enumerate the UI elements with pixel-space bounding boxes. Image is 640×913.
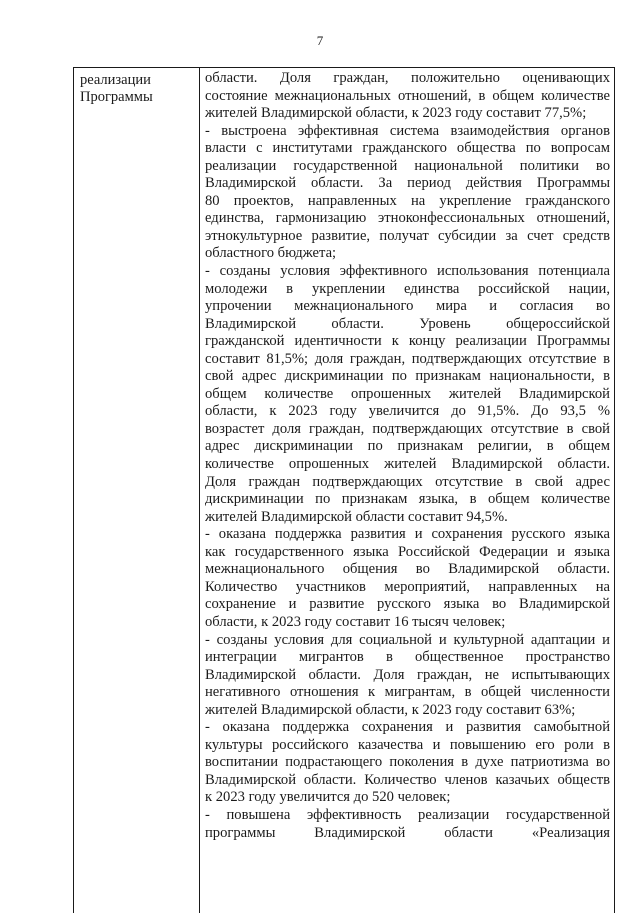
content-line: свой адрес дискриминации по признакам национальности, в (205, 368, 610, 385)
content-line: - оказана поддержка развития и сохранения русского языка (205, 526, 610, 543)
content-line: программы Владимирской области «Реализация (205, 824, 610, 841)
row-label-cell (74, 68, 200, 913)
row-content-cell (200, 68, 614, 913)
content-line: воспитании подрастающего поколения в духе патриотизма во (205, 754, 610, 771)
content-line: области. Доля граждан, положительно оценивающих (205, 70, 610, 86)
content-line: - оказана поддержка сохранения и развития самобытной (205, 719, 610, 736)
content-line: количестве опрошенных жителей Владимирской области. (205, 456, 610, 473)
content-line: области, к 2023 году увеличится до 91,5%. До 93,5 % (205, 403, 610, 420)
content-line: культуры российского казачества и повышению его роли в (205, 736, 610, 753)
content-line: - созданы условия эффективного использования потенциала (205, 263, 610, 280)
content-line: Владимирской области. За период действия Программы (205, 175, 610, 192)
content-line: состояние межнациональных отношений, в общем количестве (205, 87, 610, 104)
content-line: жителей Владимирской области составит 94,5%. (205, 508, 508, 525)
content-line: общем количестве опрошенных жителей Владимирской (205, 385, 610, 402)
content-line: межнационального общения во Владимирской области. (205, 561, 610, 578)
content-line: - созданы условия для социальной и культурной адаптации и (205, 631, 610, 648)
row-label-line: реализации (80, 72, 151, 88)
content-line: Доля граждан подтверждающих отсутствие в свой адрес (205, 473, 610, 490)
content-line: этнокультурное развитие, получат субсидии за счет средств (205, 227, 610, 244)
content-line: реализации государственной национальной политики во (205, 157, 610, 174)
content-line: как государственного языка Российской Федерации и языка (205, 543, 610, 560)
row-label-line: Программы (80, 89, 153, 105)
program-passport-table (73, 67, 615, 913)
content-line: сохранение и развитие русского языка во Владимирской (205, 596, 610, 613)
content-line: гражданской идентичности к концу реализации Программы (205, 333, 610, 350)
content-line: Количество участников мероприятий, направленных на (205, 578, 610, 595)
content-line: единства, гармонизацию этноконфессиональных отношений, (205, 210, 610, 227)
content-line: областного бюджета; (205, 245, 337, 262)
content-line: к 2023 году увеличится до 520 человек; (205, 789, 451, 806)
content-line: молодежи в укреплении единства российской нации, (205, 280, 610, 297)
content-line: возрастет доля граждан, подтверждающих отсутствие в свой (205, 420, 610, 437)
content-line: интеграции мигрантов в общественное пространство (205, 649, 610, 666)
content-line: - выстроена эффективная система взаимодействия органов (205, 122, 610, 139)
content-line: дискриминации по признакам языка, в общем количестве (205, 491, 610, 508)
content-line: области, к 2023 году составит 16 тысяч человек; (205, 613, 506, 630)
content-line: власти с институтами гражданского общества по вопросам (205, 140, 610, 157)
content-line: негативного отношения к мигрантам, в общей численности (205, 684, 610, 701)
content-line: составит 81,5%; доля граждан, подтверждающих отсутствие в (205, 350, 610, 367)
content-line: упрочении межнационального мира и согласия во (205, 298, 610, 315)
content-line: жителей Владимирской области, к 2023 году составит 77,5%; (205, 105, 587, 122)
content-line: - повышена эффективность реализации государственной (205, 806, 610, 823)
content-line: Владимирской области. Доля граждан, не испытывающих (205, 666, 610, 683)
content-line: Владимирской области. Количество членов казачьих обществ (205, 771, 610, 788)
page-number: 7 (316, 33, 324, 48)
content-line: 80 проектов, направленных на укрепление гражданского (205, 192, 610, 209)
content-line: Владимирской области. Уровень общероссийской (205, 315, 610, 332)
content-line: адрес дискриминации по признакам религии, в общем (205, 438, 610, 455)
content-line: жителей Владимирской области, к 2023 году составит 63%; (205, 701, 576, 718)
